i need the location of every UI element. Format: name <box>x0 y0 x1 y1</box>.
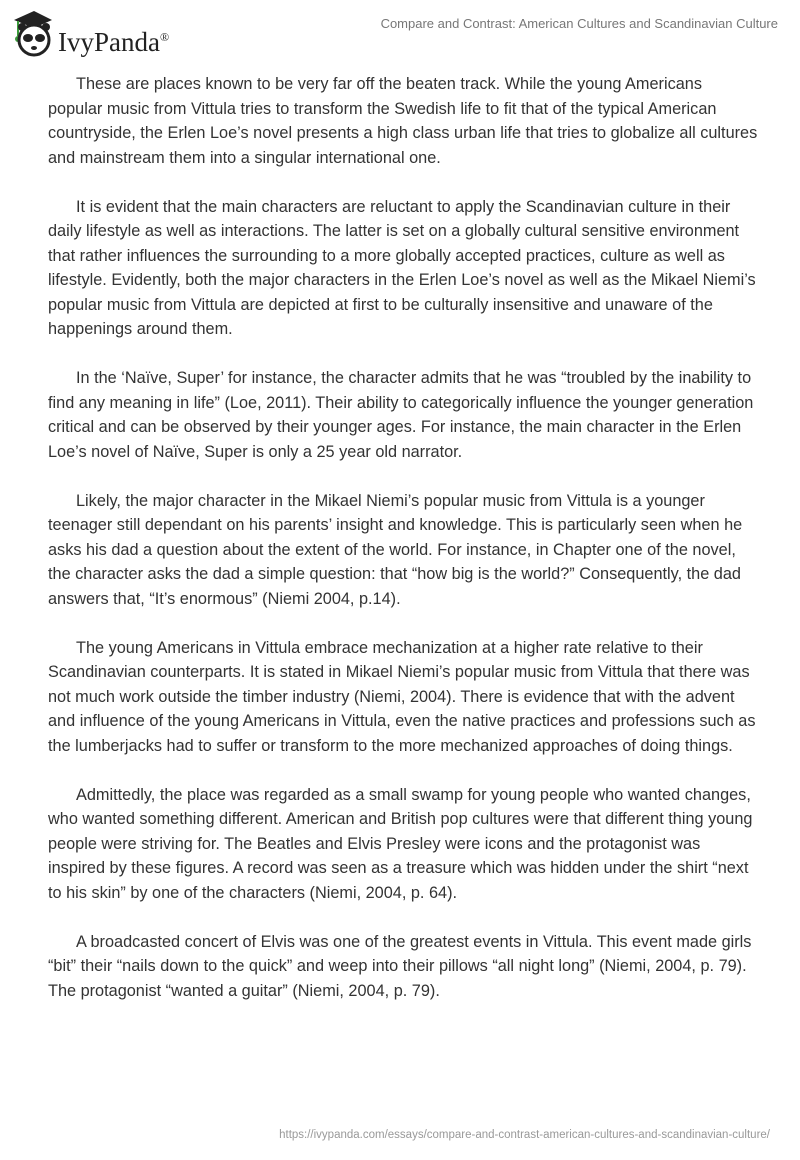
page-header <box>0 0 800 70</box>
source-url[interactable]: https://ivypanda.com/essays/compare-and-contrast-american-cultures-and-scandinavian-culture/ <box>279 1129 770 1141</box>
ivypanda-logo[interactable] <box>12 8 169 63</box>
paragraph: Admittedly, the place was regarded as a small swamp for young people who wanted changes, who wanted something different. American and British pop cultures were that different thing young people were striving for. The Beatles and Elvis Presley were icons and the protagonist was inspired by these figures. A record was seen as a treasure which was hidden under the shirt “next to his skin” by one of the characters (Niemi, 2004, p. 64). <box>48 785 753 902</box>
paragraph: In the ‘Naïve, Super’ for instance, the character admits that he was “troubled by the inability to find any meaning in life” (Loe, 2011). Their ability to categorically influence the younger generation critical and can be observed by their younger ages. For instance, the main character in the Erlen Loe’s novel of Naïve, Super is only a 25 year old narrator. <box>48 369 754 461</box>
paragraph: Likely, the major character in the Mikael Niemi’s popular music from Vittula is a younger teenager still dependant on his parents’ insight and knowledge. This is particularly seen when he asks his dad a question about the extent of the world. For instance, in Chapter one of the novel, the character asks the dad a simple question: that “how big is the world?” Consequently, the dad answers that, “It’s enormous” (Niemi 2004, p.14). <box>48 491 743 608</box>
paragraph: These are places known to be very far off the beaten track. While the young Americans popular music from Vittula tries to transform the Swedish life to fit that of the typical American countryside, the Erlen Loe’s novel presents a high class urban life that tries to globalize all cultures and mainstream them into a singular international one. <box>48 75 758 167</box>
essay-body <box>48 72 760 1028</box>
panda-graduate-icon <box>12 8 52 63</box>
logo-text: IvyPanda® <box>58 27 170 57</box>
paragraph: A broadcasted concert of Elvis was one of the greatest events in Vittula. This event made girls “bit” their “nails down to the quick” and weep into their pillows “all night long” (Niemi, 2004, p. 79). The protagonist “wanted a guitar” (Niemi, 2004, p. 79). <box>48 932 752 1000</box>
paragraph: It is evident that the main characters are reluctant to apply the Scandinavian culture in their daily lifestyle as well as interactions. The latter is set on a globally cultural sensitive environment that rather influences the surrounding to a more globally accepted practices, culture as well as lifestyle. Evidently, both the major characters in the Erlen Loe’s novel as well as the Mikael Niemi’s popular music from Vittula are depicted at first to be culturally insensitive and unaware of the happenings around them. <box>48 197 756 338</box>
paragraph: The young Americans in Vittula embrace mechanization at a higher rate relative to their Scandinavian counterparts. It is stated in Mikael Niemi’s popular music from Vittula that there was not much work outside the timber industry (Niemi, 2004). There is evidence that with the advent and influence of the young Americans in Vittula, even the native practices and professions such as the lumberjacks had to suffer or transform to the more mechanized approaches of doing things. <box>48 638 756 755</box>
document-title: Compare and Contrast: American Cultures and Scandinavian Culture <box>380 16 778 31</box>
